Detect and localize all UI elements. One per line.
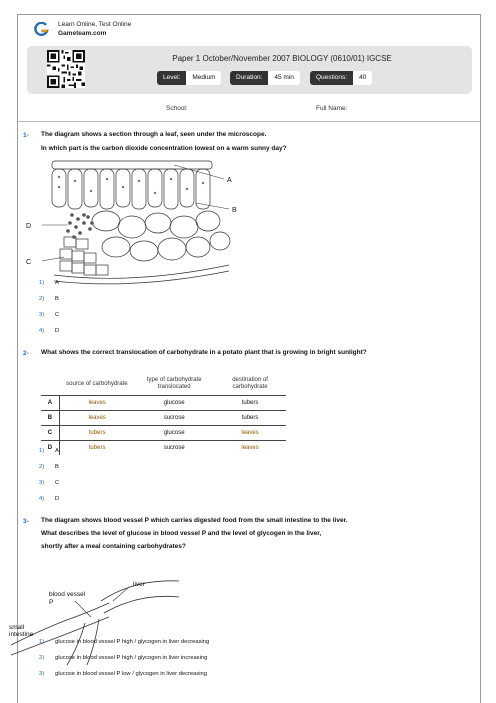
table-row xyxy=(41,441,286,456)
paper-header xyxy=(27,46,472,94)
answer-option[interactable] xyxy=(39,312,59,318)
fullname-field[interactable]: Full Name: xyxy=(316,105,348,112)
questions-pill xyxy=(310,71,372,85)
answer-option[interactable] xyxy=(39,280,59,286)
duration-value: 45 min xyxy=(268,71,300,85)
option-number: 3) xyxy=(39,671,45,677)
label-liver: liver xyxy=(133,581,145,588)
cell-type: glucose xyxy=(134,396,214,411)
answer-option[interactable] xyxy=(39,671,207,677)
question-text: What describes the level of glucose in blood vessel P and the level of glycogen in the liver, xyxy=(41,530,322,537)
label-blood-vessel: blood vessel xyxy=(49,591,86,598)
row-letter: A xyxy=(41,396,59,411)
option-number: 4) xyxy=(39,496,45,502)
option-text: C xyxy=(55,480,60,486)
question-text: What shows the correct translocation of carbohydrate in a potato plant that is growing in bright sunlight? xyxy=(41,349,367,356)
cell-dest: tubers xyxy=(214,396,286,411)
answer-option[interactable] xyxy=(39,480,59,486)
diagram-label-a: A xyxy=(227,177,232,184)
option-number: 4) xyxy=(39,328,45,334)
option-text: B xyxy=(55,296,59,302)
label-small: small xyxy=(9,624,25,631)
question-text: In which part is the carbon dioxide concentration lowest on a warm sunny day? xyxy=(41,145,287,152)
cell-dest: leaves xyxy=(241,445,259,451)
question-text: The diagram shows a section through a leaf, seen under the microscope. xyxy=(41,131,267,138)
table-row xyxy=(41,426,286,441)
option-number: 2) xyxy=(39,464,45,470)
option-number: 2) xyxy=(39,655,45,661)
diagram-label-c: C xyxy=(26,259,32,266)
diagram-label-b: B xyxy=(232,207,237,214)
option-number: 1) xyxy=(39,448,45,454)
diagram-label-d: D xyxy=(26,223,32,230)
option-text: A xyxy=(55,280,59,286)
table-header-dest: destination of carbohydrate xyxy=(214,373,286,396)
question-number: 3- xyxy=(23,518,29,525)
brand-tagline: Learn Online, Test Online xyxy=(58,21,132,28)
option-number: 1) xyxy=(39,639,45,645)
option-number: 3) xyxy=(39,312,45,318)
label-p: P xyxy=(49,599,54,606)
option-text: glucose in blood vessel P high / glycogen in liver increasing xyxy=(55,655,208,661)
cell-source: leaves xyxy=(59,396,134,411)
option-text: B xyxy=(55,464,59,470)
level-label: Level: xyxy=(157,71,186,85)
option-number: 1) xyxy=(39,280,45,286)
answer-option[interactable] xyxy=(39,448,59,454)
option-text: D xyxy=(55,496,60,502)
option-text: D xyxy=(55,328,60,334)
duration-label: Duration: xyxy=(230,71,268,85)
level-value: Medium xyxy=(186,71,221,85)
leaf-section-diagram xyxy=(24,157,249,287)
question-number: 1- xyxy=(23,132,29,139)
label-intestine: intestine xyxy=(9,631,34,638)
g-logo-icon xyxy=(34,22,50,36)
qr-code-icon xyxy=(47,50,85,88)
questions-label: Questions: xyxy=(310,71,353,85)
answer-option[interactable] xyxy=(39,639,209,645)
cell-type: sucrose xyxy=(134,411,214,426)
worksheet-page xyxy=(9,14,481,703)
table-header-source: source of carbohydrate xyxy=(59,373,134,396)
cell-source: tubers xyxy=(88,445,106,451)
option-number: 2) xyxy=(39,296,45,302)
cell-dest: leaves xyxy=(214,426,286,441)
cell-type: glucose xyxy=(134,426,214,441)
school-field[interactable]: School: xyxy=(166,105,188,112)
row-letter: B xyxy=(41,411,59,426)
duration-pill xyxy=(230,71,300,85)
questions-value: 40 xyxy=(353,71,372,85)
option-number: 3) xyxy=(39,480,45,486)
table-header-letter xyxy=(41,373,59,396)
table-row xyxy=(41,396,286,411)
level-pill xyxy=(157,71,221,85)
question-text: shortly after a meal containing carbohydrates? xyxy=(41,543,186,550)
option-text: glucose in blood vessel P low / glycogen in liver decreasing xyxy=(55,671,207,677)
brand-site[interactable]: Gameteam.com xyxy=(58,30,107,37)
answer-option[interactable] xyxy=(39,464,59,470)
answer-option[interactable] xyxy=(39,296,59,302)
option-text: glucose in blood vessel P high / glycogen in liver decreasing xyxy=(55,639,210,645)
cell-source: leaves xyxy=(59,411,134,426)
row-letter: C xyxy=(41,426,59,441)
row-letter: D xyxy=(41,441,59,456)
answer-option[interactable] xyxy=(39,655,207,661)
option-text: A xyxy=(55,448,59,454)
question-number: 2- xyxy=(23,350,29,357)
question-text: The diagram shows blood vessel P which carries digested food from the small intestine to the liver. xyxy=(41,517,348,524)
table-header-type: type of carbohydrate translocated xyxy=(134,373,214,396)
table-row xyxy=(41,411,286,426)
option-text: C xyxy=(55,312,60,318)
answer-option[interactable] xyxy=(39,496,59,502)
answer-option[interactable] xyxy=(39,328,59,334)
divider xyxy=(18,121,480,122)
cell-type: sucrose xyxy=(163,445,185,451)
paper-title: Paper 1 October/November 2007 BIOLOGY (0610/01) IGCSE xyxy=(172,54,392,63)
cell-source: tubers xyxy=(59,426,134,441)
translocation-table xyxy=(41,373,286,455)
cell-dest: tubers xyxy=(214,411,286,426)
